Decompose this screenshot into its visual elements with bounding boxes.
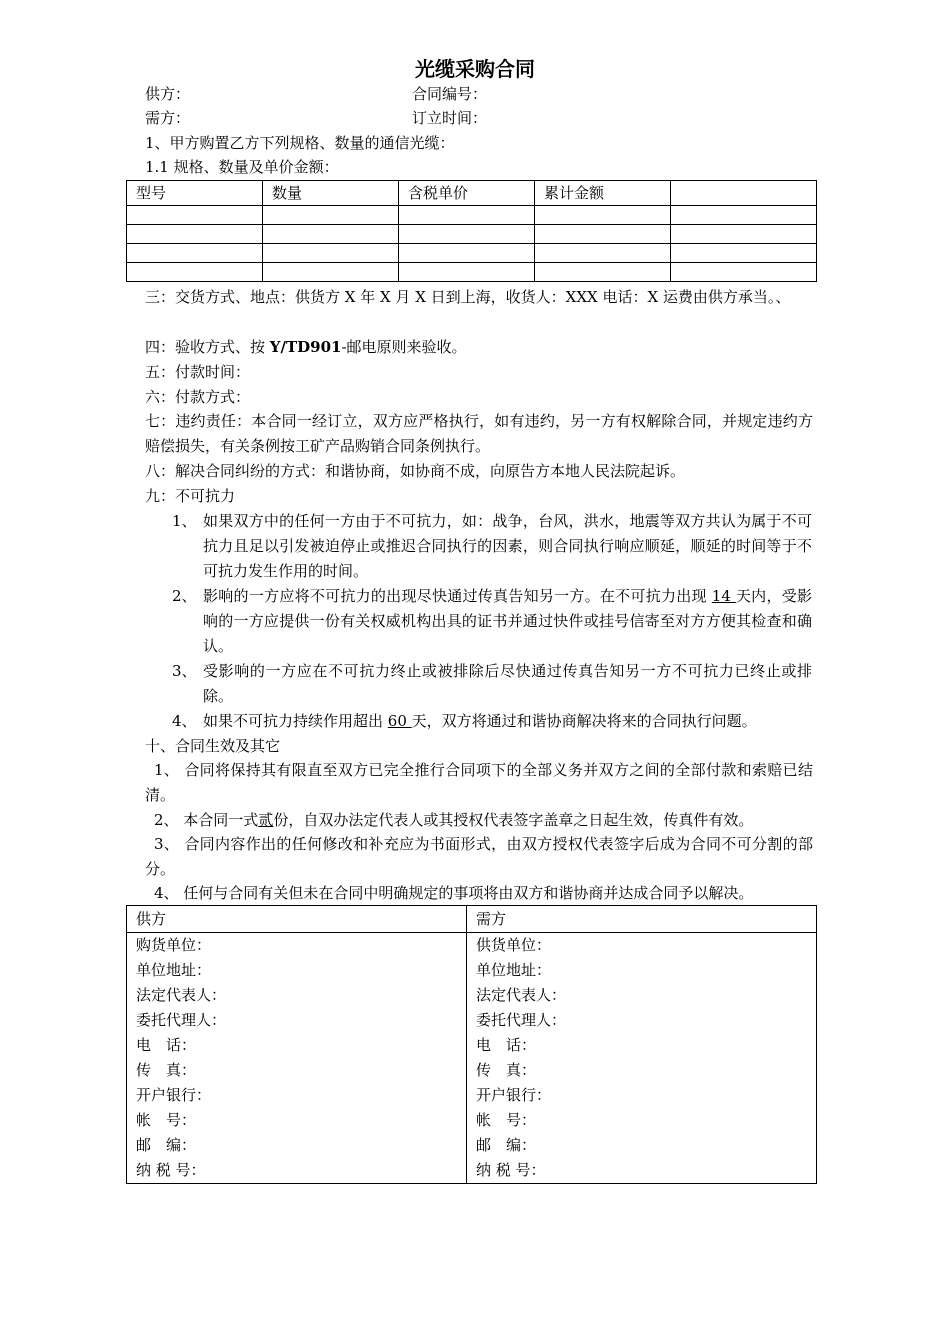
table-cell	[671, 225, 817, 244]
table-row	[127, 933, 817, 959]
supplier-field: 法定代表人：	[127, 983, 467, 1008]
item-text-b: 天内，受影响的一方应提供一份有关权威机构出具的证书并通过快件或挂号信寄至对方方便其检查和确认。	[203, 587, 812, 655]
table-cell	[399, 244, 535, 263]
force-majeure-item-3	[172, 659, 812, 709]
item-number: 2、	[172, 587, 197, 605]
spec-table-header-row	[127, 181, 817, 206]
buyer-label: 需方：	[145, 109, 191, 127]
force-majeure-item-1	[172, 509, 812, 584]
buyer-field: 委托代理人：	[467, 1008, 817, 1033]
spec-header-blank	[671, 181, 817, 206]
supplier-field: 传 真：	[127, 1058, 467, 1083]
signature-header-row	[127, 906, 817, 933]
signature-table	[126, 905, 817, 1184]
table-row	[127, 1083, 817, 1108]
buyer-field: 开户银行：	[467, 1083, 817, 1108]
spec-header-quantity: 数量	[263, 181, 399, 206]
table-cell	[535, 225, 671, 244]
item-text-b: 天，双方将通过和谐协商解决将来的合同执行问题。	[411, 712, 757, 730]
item-text: 受影响的一方应在不可抗力终止或被排除后尽快通过传真告知另一方不可抗力已终止或排除。	[203, 662, 812, 705]
table-cell	[127, 244, 263, 263]
clause-9-title: 九：不可抗力	[145, 487, 236, 505]
table-cell	[535, 244, 671, 263]
item-text-a: 如果不可抗力持续作用超出	[203, 712, 388, 730]
buyer-field: 法定代表人：	[467, 983, 817, 1008]
clause-4-standard: Y/TD901	[269, 338, 342, 356]
table-row	[127, 1033, 817, 1058]
supplier-field: 单位地址：	[127, 958, 467, 983]
contract-number-label: 合同编号：	[412, 85, 488, 103]
buyer-field: 帐 号：	[467, 1108, 817, 1133]
supplier-field: 邮 编：	[127, 1133, 467, 1158]
supplier-field: 购货单位：	[127, 933, 467, 959]
table-cell	[671, 263, 817, 282]
clause-4-text-a: 四：验收方式、按	[145, 338, 270, 356]
table-cell	[263, 206, 399, 225]
clause-1: 1、甲方购置乙方下列规格、数量的通信光缆：	[145, 134, 455, 152]
item-text-b: 份，自双办法定代表人或其授权代表签字盖章之日起生效，传真件有效。	[273, 811, 754, 829]
spec-table	[126, 180, 817, 282]
table-cell	[399, 263, 535, 282]
item-text-a: 2、 本合同一式	[154, 811, 259, 829]
days-14: 14	[711, 587, 736, 605]
table-row	[127, 206, 817, 225]
buyer-field: 电 话：	[467, 1033, 817, 1058]
item-text	[203, 709, 812, 734]
spec-header-unit-price: 含税单价	[399, 181, 535, 206]
table-row	[127, 1133, 817, 1158]
table-cell	[535, 263, 671, 282]
table-row	[127, 1158, 817, 1184]
table-cell	[671, 206, 817, 225]
table-cell	[399, 206, 535, 225]
buyer-field: 单位地址：	[467, 958, 817, 983]
clause-3-delivery: 三：交货方式、地点：供货方 X 年 X 月 X 日到上海，收货人：XXX 电话：X 运费由供方承当。、	[145, 288, 791, 306]
supplier-field: 委托代理人：	[127, 1008, 467, 1033]
supplier-field: 开户银行：	[127, 1083, 467, 1108]
item-text	[203, 584, 812, 659]
buyer-field: 传 真：	[467, 1058, 817, 1083]
supplier-field: 纳 税 号：	[127, 1158, 467, 1184]
table-row	[127, 983, 817, 1008]
clause-10-item-2	[154, 808, 753, 832]
supplier-column-header: 供方	[127, 906, 467, 933]
clause-10-item-3: 3、 合同内容作出的任何修改和补充应为书面形式，由双方授权代表签字后成为合同不可分割的部分。	[145, 835, 813, 878]
table-cell	[535, 206, 671, 225]
table-cell	[671, 244, 817, 263]
signing-date-label: 订立时间：	[412, 109, 488, 127]
spec-header-model: 型号	[127, 181, 263, 206]
buyer-field: 纳 税 号：	[467, 1158, 817, 1184]
table-cell	[263, 225, 399, 244]
clause-4-text-b: -邮电原则来验收。	[341, 338, 467, 356]
table-row	[127, 958, 817, 983]
supplier-label: 供方：	[145, 85, 191, 103]
clause-5-payment-time: 五：付款时间：	[145, 363, 251, 381]
document-title: 光缆采购合同	[415, 57, 535, 81]
item-text: 如果双方中的任何一方由于不可抗力，如：战争，台风，洪水，地震等双方共认为属于不可抗力且足以引发被迫停止或推迟合同执行的因素，则合同执行响应顺延，顺延的时间等于不可抗力发生作用的时间。	[203, 512, 812, 580]
item-number: 4、	[172, 712, 197, 730]
buyer-field: 邮 编：	[467, 1133, 817, 1158]
spec-header-total: 累计金额	[535, 181, 671, 206]
force-majeure-item-4	[172, 709, 812, 734]
table-cell	[127, 263, 263, 282]
force-majeure-item-2	[172, 584, 812, 659]
table-row	[127, 225, 817, 244]
table-cell	[399, 225, 535, 244]
table-row	[127, 1058, 817, 1083]
buyer-field: 供货单位：	[467, 933, 817, 959]
copies-count: 贰	[258, 811, 274, 829]
supplier-field: 电 话：	[127, 1033, 467, 1058]
item-number: 3、	[172, 662, 197, 680]
clause-10-title: 十、合同生效及其它	[145, 737, 281, 755]
clause-10-item-1: 1、 合同将保持其有限直至双方已完全推行合同项下的全部义务并双方之间的全部付款和索赔已结清。	[145, 761, 813, 804]
clause-7-liability: 七：违约责任：本合同一经订立，双方应严格执行，如有违约，另一方有权解除合同，并规定违约方赔偿损失，有关条例按工矿产品购销合同条例执行。	[145, 412, 813, 455]
table-cell	[127, 225, 263, 244]
table-cell	[263, 244, 399, 263]
clause-1-1: 1.1 规格、数量及单价金额：	[145, 158, 339, 176]
supplier-field: 帐 号：	[127, 1108, 467, 1133]
table-row	[127, 263, 817, 282]
item-number: 1、	[172, 512, 197, 530]
table-cell	[127, 206, 263, 225]
table-row	[127, 1008, 817, 1033]
table-row	[127, 244, 817, 263]
clause-6-payment-method: 六：付款方式：	[145, 388, 251, 406]
days-60: 60	[387, 712, 412, 730]
table-row	[127, 1108, 817, 1133]
clause-4-acceptance	[145, 335, 467, 359]
clause-10-item-4: 4、 任何与合同有关但未在合同中明确规定的事项将由双方和谐协商并达成合同予以解决。	[154, 884, 754, 902]
item-text-a: 影响的一方应将不可抗力的出现尽快通过传真告知另一方。在不可抗力出现	[203, 587, 712, 605]
buyer-column-header: 需方	[467, 906, 817, 933]
clause-8-dispute: 八：解决合同纠纷的方式：和谐协商，如协商不成，向原告方本地人民法院起诉。	[145, 462, 686, 480]
table-cell	[263, 263, 399, 282]
